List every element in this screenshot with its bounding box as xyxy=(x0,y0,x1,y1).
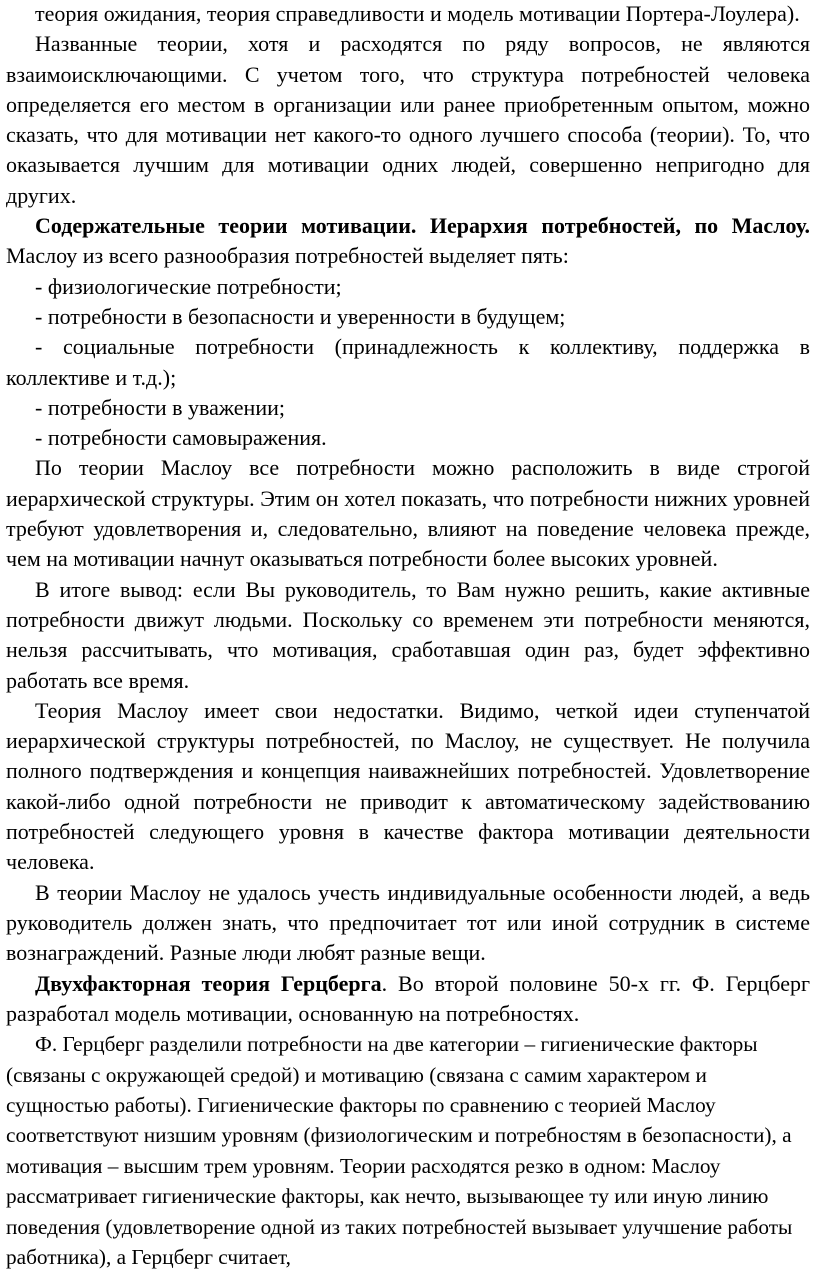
list-item-text: - социальные потребности (принадлежность к коллективу, поддержка в коллективе и т.д.); xyxy=(6,334,810,390)
list-item-text: - потребности в безопасности и уверенности в будущем; xyxy=(35,303,566,329)
list-item-text: - потребности самовыражения. xyxy=(35,425,327,451)
paragraph-text: В итоге вывод: если Вы руководитель, то Вам нужно решить, какие активные потребности движут людьми. Поскольку со временем эти потребности меняются, нельзя рассчитывать, что мотивация, сработавшая один раз, будет эффективно работать все время. xyxy=(6,576,810,693)
paragraph-herzberg-heading xyxy=(6,969,810,1030)
list-item xyxy=(6,272,810,302)
paragraph-text: Ф. Герцберг разделили потребности на две категории – гигиенические факторы (связаны с окружающей средой) и мотивацию (связана с самим характером и сущностью работы). Гигиенические факторы по сравнению с теорией Маслоу соответствуют низшим уровням (физиологическим и потребностям в безопасности), а мотивация – высшим трем уровням. Теории расходятся резко в одном: Маслоу рассматривает гигиенические факторы, как нечто, вызывающее ту или иную линию поведения (удовлетворение одной из таких потребностей вызывает улучшение работы работника), а Герцберг считает, xyxy=(6,1032,793,1269)
needs-list xyxy=(6,272,816,454)
paragraph-herzberg-factors xyxy=(6,1029,810,1272)
list-item xyxy=(6,393,810,423)
paragraph-intro-continuation xyxy=(6,0,810,29)
paragraph-maslow-drawbacks xyxy=(6,696,810,878)
section-heading-maslow: Содержательные теории мотивации. Иерархия потребностей, по Маслоу. xyxy=(35,213,810,239)
paragraph-text: Маслоу из всего разнообразия потребностей выделяет пять: xyxy=(6,243,569,269)
paragraph-theories-not-exclusive xyxy=(6,29,810,211)
paragraph-individual-differences xyxy=(6,878,810,969)
paragraph-text: теория ожидания, теория справедливости и модель мотивации Портера-Лоулера). xyxy=(35,1,800,26)
list-item xyxy=(6,302,810,332)
paragraph-text: . Во второй половине 50-х гг. Ф. Герцберг разработал модель мотивации, основанную на потребностях. xyxy=(6,970,810,1026)
paragraph-maslow-heading xyxy=(6,211,810,272)
paragraph-text: В теории Маслоу не удалось учесть индивидуальные особенности людей, а ведь руководитель должен знать, что предпочитает тот или иной сотрудник в системе вознаграждений. Разные люди любят разные вещи. xyxy=(6,879,810,966)
list-item-text: - потребности в уважении; xyxy=(35,394,285,420)
paragraph-text: Теория Маслоу имеет свои недостатки. Видимо, четкой идеи ступенчатой иерархической структуры потребностей, по Маслоу, не существует. Не получила полного подтверждения и концепция наиважнейших потребностей. Удовлетворение какой-либо одной потребности не приводит к автоматическому задействованию потребностей следующего уровня в качестве фактора мотивации деятельности человека. xyxy=(6,697,810,875)
paragraph-text: По теории Маслоу все потребности можно расположить в виде строгой иерархической структуры. Этим он хотел показать, что потребности нижних уровней требуют удовлетворения и, следовательно, влияют на поведение человека прежде, чем на мотивации начнут оказываться потребности более высоких уровней. xyxy=(6,455,810,572)
paragraph-hierarchy xyxy=(6,453,810,574)
paragraph-text: Названные теории, хотя и расходятся по ряду вопросов, не являются взаимоисключающими. С учетом того, что структура потребностей человека определяется его местом в организации или ранее приобретенным опытом, можно сказать, что для мотивации нет какого-то одного лучшего способа (теории). То, что оказывается лучшим для мотивации одних людей, совершенно непригодно для других. xyxy=(6,31,810,208)
list-item xyxy=(6,423,810,453)
list-item-text: - физиологические потребности; xyxy=(35,273,342,299)
list-item xyxy=(6,332,810,393)
paragraph-conclusion xyxy=(6,575,810,696)
section-heading-herzberg: Двухфакторная теория Герцберга xyxy=(35,970,382,996)
